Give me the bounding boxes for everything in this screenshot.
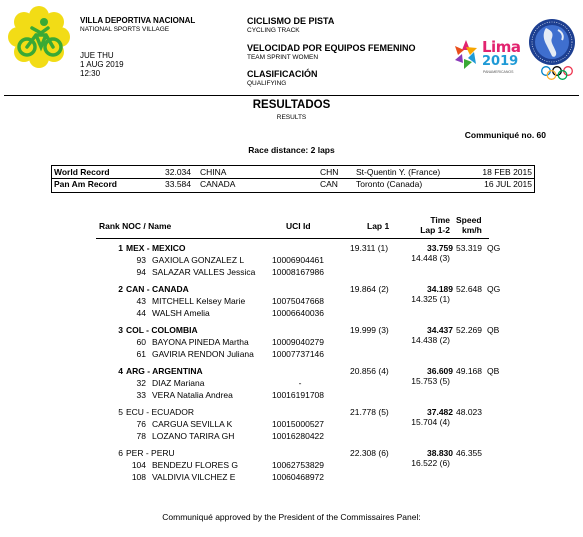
team-noc: CAN - CANADA <box>126 284 189 294</box>
venue-name: VILLA DEPORTIVA NACIONAL <box>80 16 196 25</box>
rider-uci-id: 10060468972 <box>272 472 325 482</box>
record-time: 32.034 <box>165 167 191 177</box>
rider-uci-id: - <box>298 378 302 388</box>
col-lap12: Lap 1-2 <box>420 225 450 235</box>
speed: 46.355 <box>456 448 482 458</box>
record-noc: CAN <box>320 179 338 189</box>
rank: 4 <box>118 366 123 376</box>
lap1: 19.864 (2) <box>350 284 389 294</box>
team-result-row <box>0 243 583 283</box>
time: 38.830 <box>427 448 453 458</box>
team-noc: PER - PERU <box>126 448 175 458</box>
world-record-row <box>52 167 534 179</box>
speed: 49.168 <box>456 366 482 376</box>
phase-sub: QUALIFYING <box>247 80 287 87</box>
panam-record-row <box>52 179 534 191</box>
rank: 6 <box>118 448 123 458</box>
lap12: 14.325 (1) <box>411 294 450 304</box>
lap1: 20.856 (4) <box>350 366 389 376</box>
speed: 53.319 <box>456 243 482 253</box>
rank: 2 <box>118 284 123 294</box>
panam-sports-globe-icon <box>528 18 576 66</box>
rider-number: 76 <box>136 419 146 429</box>
rider-name: GAVIRIA RENDON Juliana <box>152 349 254 359</box>
rider-uci-id: 10006904461 <box>272 255 325 265</box>
time: 34.437 <box>427 325 453 335</box>
sport-title: CICLISMO DE PISTA <box>247 16 335 26</box>
rider-number: 33 <box>136 390 146 400</box>
rider-number: 60 <box>136 337 146 347</box>
rider-uci-id: 10075047668 <box>272 296 325 306</box>
rider-uci-id: 10062753829 <box>272 460 325 470</box>
lima-small-text: PANAMERICANOS <box>483 70 514 74</box>
page-title: RESULTADOS <box>252 99 331 111</box>
lap1: 21.778 (5) <box>350 407 389 417</box>
qualification-code: QG <box>487 284 501 294</box>
lap12: 15.704 (4) <box>411 417 450 427</box>
col-kmh: km/h <box>462 225 482 235</box>
rider-name: VALDIVIA VILCHEZ E <box>152 472 236 482</box>
rider-number: 61 <box>136 349 146 359</box>
col-time: Time <box>430 215 450 225</box>
lap1: 19.311 (1) <box>350 243 389 253</box>
day-label: JUE THU <box>80 51 114 60</box>
rider-name: CARGUA SEVILLA K <box>152 419 233 429</box>
time: 34.189 <box>427 284 453 294</box>
col-rank-noc: Rank NOC / Name <box>99 221 172 231</box>
rider-uci-id: 10007737146 <box>272 349 325 359</box>
col-speed: Speed <box>456 215 482 225</box>
rank: 3 <box>118 325 123 335</box>
record-label: Pan Am Record <box>54 179 117 189</box>
record-team: CHINA <box>200 167 227 177</box>
rider-number: 43 <box>136 296 146 306</box>
rider-uci-id: 10008167986 <box>272 267 325 277</box>
rider-name: GAXIOLA GONZALEZ L <box>152 255 245 265</box>
rider-name: BENDEZU FLORES G <box>152 460 238 470</box>
venue-sub: NATIONAL SPORTS VILLAGE <box>80 26 170 33</box>
speed: 48.023 <box>456 407 482 417</box>
lima-wordmark: Lima <box>482 38 521 56</box>
results-column-header <box>96 212 489 238</box>
team-result-row <box>0 284 583 324</box>
team-result-row <box>0 325 583 365</box>
rider-uci-id: 10009040279 <box>272 337 325 347</box>
team-noc: MEX - MEXICO <box>126 243 186 253</box>
team-result-row <box>0 366 583 406</box>
record-venue: Toronto (Canada) <box>356 179 423 189</box>
rider-name: MITCHELL Kelsey Marie <box>152 296 246 306</box>
sport-sub: CYCLING TRACK <box>247 27 300 34</box>
team-result-row <box>0 448 583 488</box>
team-noc: COL - COLOMBIA <box>126 325 198 335</box>
rider-number: 104 <box>131 460 146 470</box>
lap12: 14.438 (2) <box>411 335 450 345</box>
time: 33.759 <box>427 243 453 253</box>
cyclist-logo-icon <box>8 6 70 68</box>
olympic-rings-icon <box>540 66 574 80</box>
rider-number: 94 <box>136 267 146 277</box>
header-divider <box>4 95 579 96</box>
col-uci: UCI Id <box>286 221 311 231</box>
phase-title: CLASIFICACIÓN <box>247 69 318 79</box>
lap1: 22.308 (6) <box>350 448 389 458</box>
date-label: 1 AUG 2019 <box>80 60 124 69</box>
rider-name: DIAZ Mariana <box>152 378 205 388</box>
lap12: 14.448 (3) <box>411 253 450 263</box>
team-result-row <box>0 407 583 447</box>
rider-number: 93 <box>136 255 146 265</box>
record-label: World Record <box>54 167 110 177</box>
lima-2019-logo-icon <box>452 34 522 80</box>
team-noc: ECU - ECUADOR <box>126 407 195 417</box>
record-date: 18 FEB 2015 <box>482 167 532 177</box>
rider-number: 78 <box>136 431 146 441</box>
lap12: 16.522 (6) <box>411 458 450 468</box>
lap1: 19.999 (3) <box>350 325 389 335</box>
record-team: CANADA <box>200 179 236 189</box>
rider-name: WALSH Amelia <box>152 308 210 318</box>
event-sub: TEAM SPRINT WOMEN <box>247 54 319 61</box>
rider-name: SALAZAR VALLES Jessica <box>152 267 256 277</box>
rider-uci-id: 10015000527 <box>272 419 325 429</box>
lima-year: 2019 <box>482 54 519 69</box>
page-subtitle: RESULTS <box>276 114 307 121</box>
rank: 1 <box>118 243 123 253</box>
qualification-code: QB <box>487 366 500 376</box>
rider-uci-id: 10016191708 <box>272 390 325 400</box>
lap12: 15.753 (5) <box>411 376 450 386</box>
qualification-code: QG <box>487 243 501 253</box>
rider-name: BAYONA PINEDA Martha <box>152 337 249 347</box>
col-lap1: Lap 1 <box>367 221 390 231</box>
rider-number: 44 <box>136 308 146 318</box>
record-venue: St-Quentin Y. (France) <box>356 167 441 177</box>
rider-name: LOZANO TARIRA GH <box>152 431 235 441</box>
time: 36.609 <box>427 366 453 376</box>
rider-uci-id: 10006640036 <box>272 308 325 318</box>
rank: 5 <box>118 407 123 417</box>
team-noc: ARG - ARGENTINA <box>126 366 203 376</box>
time-label: 12:30 <box>80 69 101 78</box>
approval-note: Communiqué approved by the President of the Commissaires Panel: <box>162 512 421 522</box>
rider-number: 108 <box>131 472 146 482</box>
rider-uci-id: 10016280422 <box>272 431 325 441</box>
record-noc: CHN <box>320 167 339 177</box>
event-title: VELOCIDAD POR EQUIPOS FEMENINO <box>247 43 416 53</box>
qualification-code: QB <box>487 325 500 335</box>
rider-number: 32 <box>136 378 146 388</box>
records-table <box>51 165 535 193</box>
speed: 52.648 <box>456 284 482 294</box>
rider-name: VERA Natalia Andrea <box>152 390 233 400</box>
speed: 52.269 <box>456 325 482 335</box>
record-date: 16 JUL 2015 <box>484 179 532 189</box>
time: 37.482 <box>427 407 453 417</box>
results-header-divider <box>96 238 489 239</box>
communique-number: Communiqué no. 60 <box>464 130 546 140</box>
record-time: 33.584 <box>165 179 191 189</box>
race-distance: Race distance: 2 laps <box>248 145 335 155</box>
